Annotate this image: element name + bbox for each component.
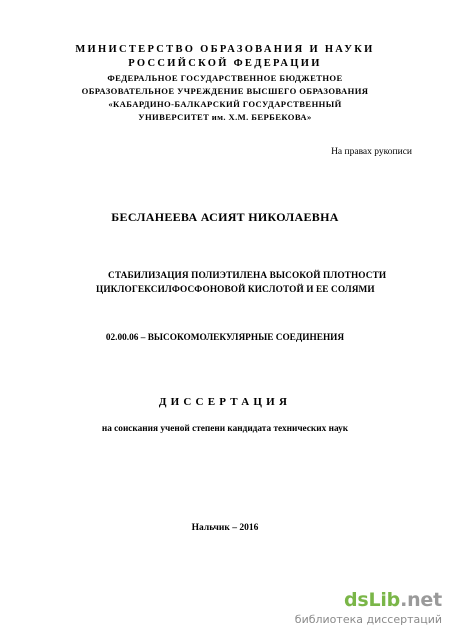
institution-line2: ОБРАЗОВАТЕЛЬНОЕ УЧРЕЖДЕНИЕ ВЫСШЕГО ОБРАЗОВАНИЯ (81, 86, 369, 96)
ministry-name-line2: РОССИЙСКОЙ ФЕДЕРАЦИИ (128, 58, 322, 69)
ministry-name-line1: МИНИСТЕРСТВО ОБРАЗОВАНИЯ И НАУКИ (75, 44, 375, 55)
institution-line4: УНИВЕРСИТЕТ им. Х.М. БЕРБЕКОВА» (138, 112, 312, 122)
dslib-watermark (292, 589, 442, 631)
logo-ds: ds (343, 589, 369, 611)
author-name: БЕСЛАНЕЕВА АСИЯТ НИКОЛАЕВНА (111, 210, 339, 224)
dslib-logo (344, 589, 442, 611)
logo-lib: Lib (368, 589, 401, 611)
dissertation-title-line2: ЦИКЛОГЕКСИЛФОСФОНОВОЙ КИСЛОТОЙ И ЕЕ СОЛЯМИ (96, 285, 375, 295)
dslib-subtitle: библиотека диссертаций (294, 613, 442, 626)
city-year: Нальчик – 2016 (191, 523, 259, 533)
institution-line1: ФЕДЕРАЛЬНОЕ ГОСУДАРСТВЕННОЕ БЮДЖЕТНОЕ (107, 73, 343, 83)
dissertation-title-line1: СТАБИЛИЗАЦИЯ ПОЛИЭТИЛЕНА ВЫСОКОЙ ПЛОТНОСТИ (108, 271, 387, 281)
specialty-code: 02.00.06 – ВЫСОКОМОЛЕКУЛЯРНЫЕ СОЕДИНЕНИЯ (105, 333, 345, 343)
manuscript-note: На правах рукописи (331, 147, 412, 157)
degree-statement: на соискания ученой степени кандидата технических наук (101, 424, 349, 434)
institution-line3: «КАБАРДИНО-БАЛКАРСКИЙ ГОСУДАРСТВЕННЫЙ (108, 99, 342, 109)
document-type-heading: ДИССЕРТАЦИЯ (158, 396, 292, 408)
logo-net: .net (400, 589, 442, 611)
